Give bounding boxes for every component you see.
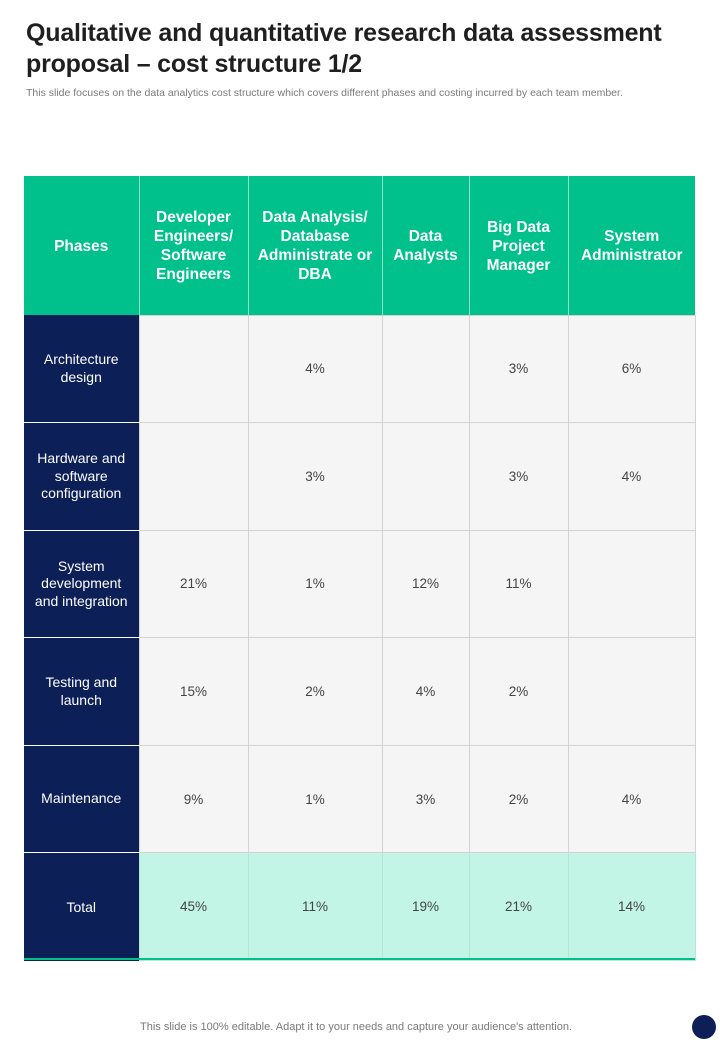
table-cell: 3% (469, 315, 568, 423)
table-header-row (24, 186, 695, 306)
column-header: Big Data Project Manager (469, 186, 568, 306)
table-cell: 9% (139, 745, 248, 853)
table-cell: 11% (469, 530, 568, 638)
table-cell: 12% (382, 530, 469, 638)
table-cell (568, 638, 695, 746)
header-bottom-strip (24, 306, 695, 315)
table-cell: 2% (469, 745, 568, 853)
total-cell: 14% (568, 853, 695, 961)
phase-label: Hardware and software configuration (24, 423, 139, 531)
table-cell: 4% (568, 423, 695, 531)
table-bottom-rule (24, 958, 695, 960)
table-row (24, 745, 695, 853)
column-header: Data Analysts (382, 186, 469, 306)
table-cell: 4% (248, 315, 382, 423)
column-header: Phases (24, 186, 139, 306)
table-cell: 3% (469, 423, 568, 531)
table-cell: 3% (382, 745, 469, 853)
table-cell: 4% (568, 745, 695, 853)
phase-label: Architecture design (24, 315, 139, 423)
total-cell: 21% (469, 853, 568, 961)
table-row (24, 530, 695, 638)
phase-label: System development and integration (24, 530, 139, 638)
navigation-dot-icon[interactable] (692, 1015, 716, 1039)
total-row (24, 853, 695, 961)
page-title: Qualitative and quantitative research data assessment proposal – cost structure 1/2 (26, 19, 662, 78)
phase-label: Maintenance (24, 745, 139, 853)
phase-label: Testing and launch (24, 638, 139, 746)
table-row (24, 315, 695, 423)
table-cell (382, 423, 469, 531)
column-header: System Administrator (568, 186, 695, 306)
total-cell: 19% (382, 853, 469, 961)
table-cell: 2% (469, 638, 568, 746)
table-row (24, 423, 695, 531)
footer-note (0, 1021, 720, 1033)
table-cell: 1% (248, 745, 382, 853)
column-header: Developer Engineers/ Software Engineers (139, 186, 248, 306)
table-cell: 4% (382, 638, 469, 746)
total-cell: 11% (248, 853, 382, 961)
page-subtitle: This slide focuses on the data analytics cost structure which covers different phases and costing incurred by each team member. (26, 87, 623, 99)
header-top-strip (24, 176, 695, 186)
table-cell (139, 315, 248, 423)
table-cell: 6% (568, 315, 695, 423)
table-cell: 3% (248, 423, 382, 531)
table-cell: 2% (248, 638, 382, 746)
total-label: Total (24, 853, 139, 961)
table-cell: 21% (139, 530, 248, 638)
table-cell (139, 423, 248, 531)
total-cell: 45% (139, 853, 248, 961)
table-cell (568, 530, 695, 638)
column-header: Data Analysis/ Database Administrate or DBA (248, 186, 382, 306)
cost-structure-table (24, 176, 695, 961)
table-cell (382, 315, 469, 423)
footer-text: This slide is 100% editable. Adapt it to your needs and capture your audience's attention. (140, 1021, 572, 1033)
table-row (24, 638, 695, 746)
table-cell: 1% (248, 530, 382, 638)
table-cell: 15% (139, 638, 248, 746)
